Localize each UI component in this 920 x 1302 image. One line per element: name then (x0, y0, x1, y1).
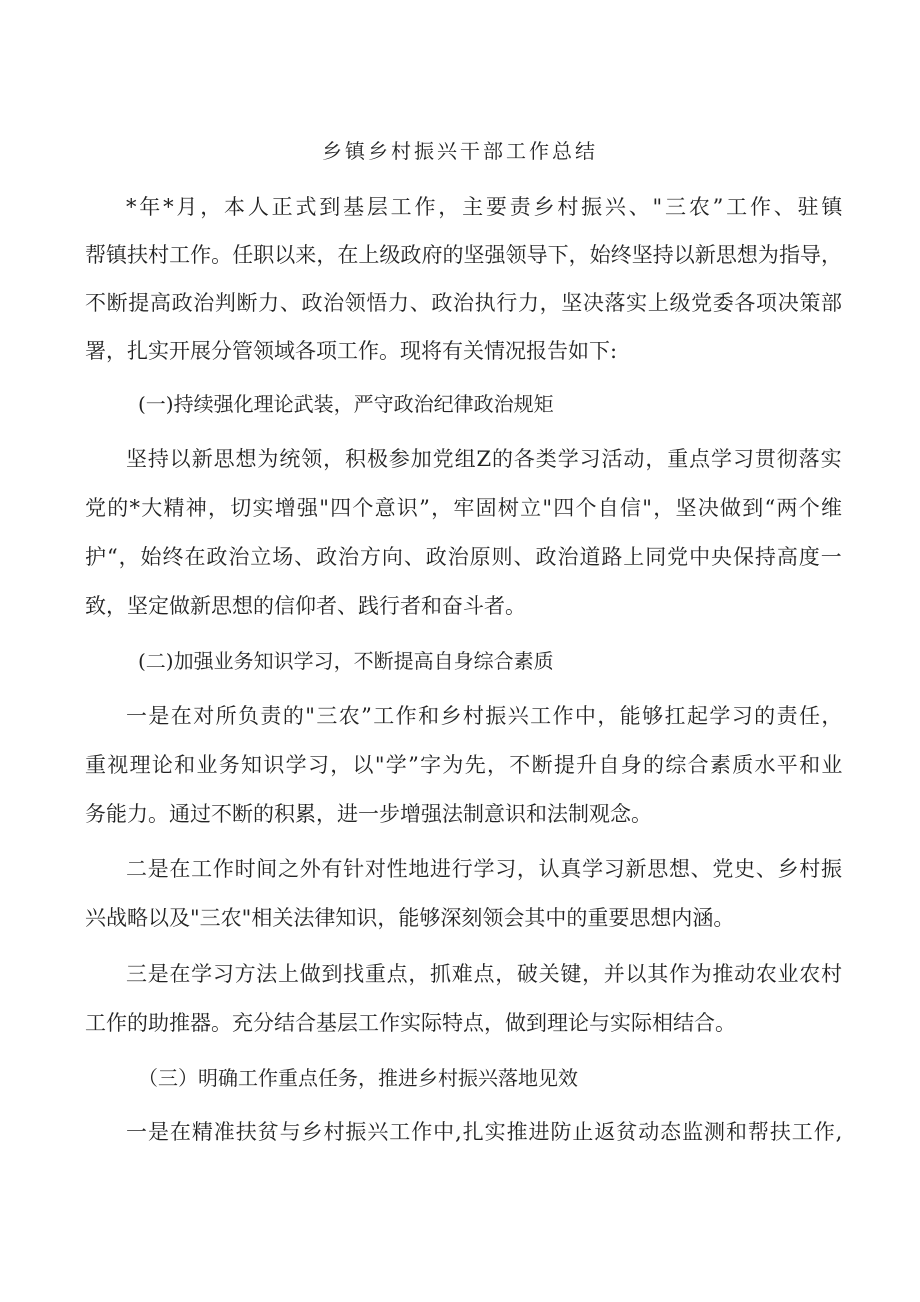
section-heading-1: (一)持续强化理论武装，严守政治纪律政治规矩 (138, 392, 554, 416)
paragraph-line: 一是在对所负责的"三农”工作和乡村振兴工作中，能够扛起学习的责任， (126, 704, 844, 728)
paragraph-line: 帮镇扶村工作。任职以来，在上级政府的坚强领导下，始终坚持以新思想为指导， (85, 243, 843, 267)
paragraph-line: 兴战略以及"三农"相关法律知识，能够深刻领会其中的重要思想内涵。 (85, 906, 735, 930)
paragraph-line: 务能力。通过不断的积累，进一步增强法制意识和法制观念。 (85, 802, 652, 826)
paragraph-line: 二是在工作时间之外有针对性地进行学习，认真学习新思想、党史、乡村振 (126, 857, 843, 881)
paragraph-line: 署，扎实开展分管领域各项工作。现将有关情况报告如下: (85, 339, 618, 363)
paragraph-line: 工作的助推器。充分结合基层工作实际特点，做到理论与实际相结合。 (85, 1011, 736, 1035)
paragraph-line: 党的*大精神，切实增强"四个意识”，牢固树立"四个自信"，坚决做到“两个维 (85, 496, 844, 520)
paragraph-line: 三是在学习方法上做到找重点，抓难点，破关键，并以其作为推动农业农村 (126, 962, 843, 986)
document-title: 乡镇乡村振兴干部工作总结 (322, 139, 598, 163)
paragraph-line: 坚持以新思想为统领，积极参加党组Z的各类学习活动，重点学习贯彻落实 (126, 447, 843, 471)
section-heading-2: (二)加强业务知识学习，不断提高自身综合素质 (138, 649, 554, 673)
paragraph-line: 不断提高政治判断力、政治领悟力、政治执行力，坚决落实上级党委各项决策部 (85, 291, 843, 315)
paragraph-line: 一是在精准扶贫与乡村振兴工作中,扎实推进防止返贫动态监测和帮扶工作, (126, 1120, 844, 1144)
paragraph-line: 护“，始终在政治立场、政治方向、政治原则、政治道路上同党中央保持高度一 (85, 545, 843, 569)
paragraph-line: *年*月，本人正式到基层工作，主要责乡村振兴、"三农”工作、驻镇 (126, 195, 846, 219)
paragraph-line: 重视理论和业务知识学习，以"学”字为先，不断提升自身的综合素质水平和业 (85, 753, 844, 777)
paragraph-line: 致，坚定做新思想的信仰者、践行者和奋斗者。 (85, 594, 526, 618)
section-heading-3: （三）明确工作重点任务，推进乡村振兴落地见效 (138, 1066, 578, 1090)
